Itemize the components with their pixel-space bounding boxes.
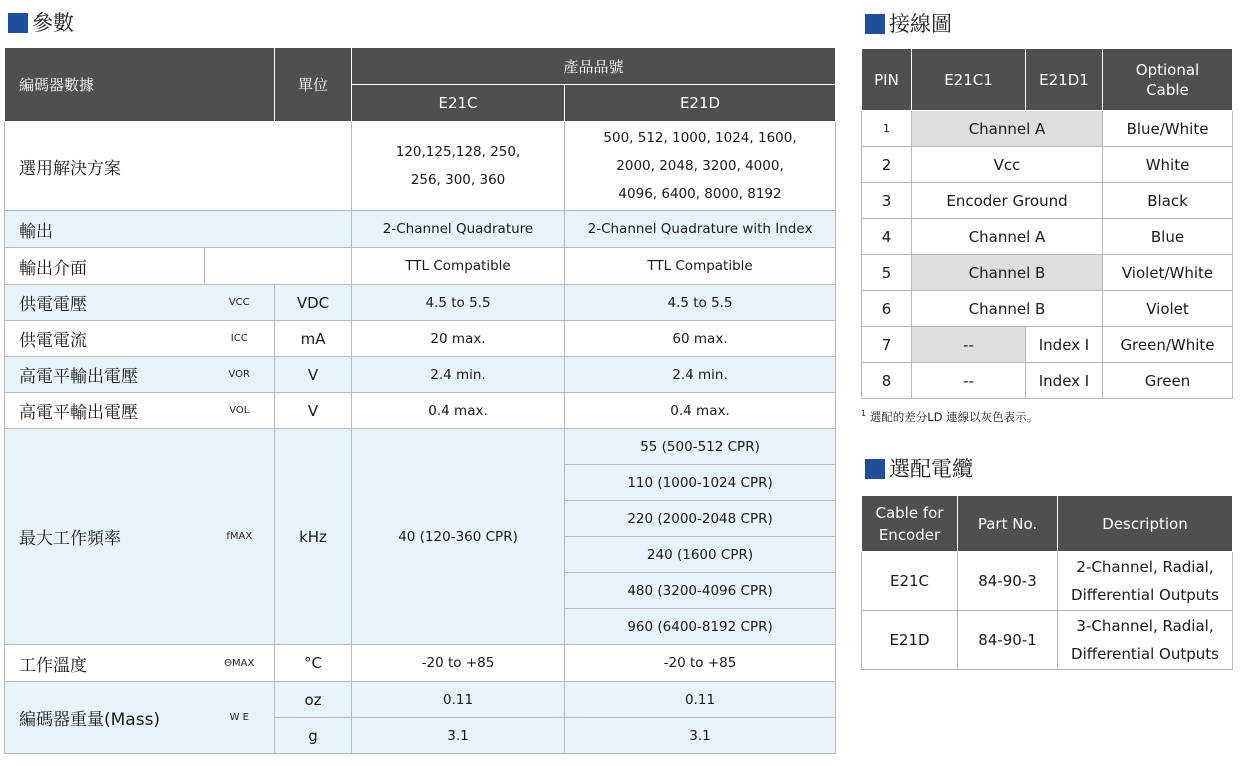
interface-label: 輸出介面 (5, 248, 205, 285)
row-e21c: 4.5 to 5.5 (352, 285, 565, 321)
output-e21c: 2-Channel Quadrature (352, 211, 565, 248)
resolution-e21c (352, 122, 565, 211)
resolution-e21d-line: 2000, 2048, 3200, 4000, (616, 158, 784, 174)
cable-desc (1058, 552, 1233, 611)
interface-e21d: TTL Compatible (565, 248, 836, 285)
mass-unit-g: g (275, 718, 352, 754)
row-symbol: VOR (205, 357, 275, 393)
row-e21c: 2.4 min. (352, 357, 565, 393)
cable-part: 84-90-1 (958, 611, 1058, 670)
pin-number: 4 (862, 219, 912, 255)
resolution-e21d (565, 122, 836, 211)
pin-e21c1: -- (912, 327, 1026, 363)
cable-desc-line: Differential Outputs (1071, 645, 1219, 663)
temp-e21c: -20 to +85 (352, 645, 565, 682)
pin-number: 3 (862, 183, 912, 219)
row-symbol: VOL (205, 393, 275, 429)
cable-desc (1058, 611, 1233, 670)
row-label: 高電平輸出電壓 (5, 357, 205, 393)
mass-symbol: W E (205, 682, 275, 754)
freq-e21d-item: 220 (2000-2048 CPR) (565, 501, 836, 537)
pin-signal: Vcc (912, 147, 1103, 183)
params-title-text: 參數 (32, 11, 74, 35)
pin-signal: Channel B (912, 291, 1103, 327)
mass-e21d-g: 3.1 (565, 718, 836, 754)
e21d1-header: E21D1 (1026, 49, 1103, 111)
section-marker-icon (865, 459, 885, 479)
row-unit: V (275, 393, 352, 429)
section-marker-icon (865, 14, 885, 34)
cable-desc-line: 2-Channel, Radial, (1076, 558, 1214, 576)
pin-header: PIN (862, 49, 912, 111)
cable-desc-line: Differential Outputs (1071, 586, 1219, 604)
row-e21d: 4.5 to 5.5 (565, 285, 836, 321)
wiring-title-text: 接線圖 (889, 12, 952, 36)
temp-label: 工作溫度 (5, 645, 205, 682)
row-unit: V (275, 357, 352, 393)
freq-e21d-item: 960 (6400-8192 CPR) (565, 609, 836, 645)
header-data: 編碼器數據 (5, 48, 275, 122)
pin-color: Green/White (1103, 327, 1233, 363)
spec-table (4, 47, 836, 754)
row-e21d: 2.4 min. (565, 357, 836, 393)
params-section-title (8, 11, 74, 35)
header-product: 產品品號 (352, 48, 836, 85)
row-label: 供電電流 (5, 321, 205, 357)
pin-color: Blue (1103, 219, 1233, 255)
row-unit: mA (275, 321, 352, 357)
footnote-text: 選配的差分LD 連線以灰色表示。 (869, 410, 1039, 424)
pin-signal: Channel B (912, 255, 1103, 291)
pin-number: 5 (862, 255, 912, 291)
pin-number: 6 (862, 291, 912, 327)
cables-title-text: 選配電纜 (889, 457, 973, 481)
mass-unit-oz: oz (275, 682, 352, 718)
freq-e21c: 40 (120-360 CPR) (352, 429, 565, 645)
cable-desc-line: 3-Channel, Radial, (1076, 617, 1214, 635)
header-e21c: E21C (352, 85, 565, 122)
row-e21c: 20 max. (352, 321, 565, 357)
pin-signal: Channel A (912, 219, 1103, 255)
resolution-e21d-line: 500, 512, 1000, 1024, 1600, (603, 130, 797, 146)
pin-e21c1: -- (912, 363, 1026, 399)
row-e21d: 60 max. (565, 321, 836, 357)
pin-color: Violet/White (1103, 255, 1233, 291)
interface-unit-empty (205, 248, 352, 285)
row-e21c: 0.4 max. (352, 393, 565, 429)
part-header: Part No. (958, 496, 1058, 552)
header-e21d: E21D (565, 85, 836, 122)
row-symbol: ICC (205, 321, 275, 357)
row-e21d: 0.4 max. (565, 393, 836, 429)
mass-e21c-g: 3.1 (352, 718, 565, 754)
pin-signal: Encoder Ground (912, 183, 1103, 219)
pin-number: 7 (862, 327, 912, 363)
mass-e21d-oz: 0.11 (565, 682, 836, 718)
pin-color: Green (1103, 363, 1233, 399)
pin-number: 1 (862, 111, 912, 147)
cable-table (861, 495, 1233, 670)
desc-header: Description (1058, 496, 1233, 552)
resolution-e21c-line: 120,125,128, 250, (395, 144, 521, 160)
pin-number: 8 (862, 363, 912, 399)
resolution-e21d-line: 4096, 6400, 8000, 8192 (618, 186, 782, 202)
freq-e21d-item: 480 (3200-4096 CPR) (565, 573, 836, 609)
resolution-label: 選用解決方案 (5, 122, 352, 211)
cable-encoder: E21D (862, 611, 958, 670)
section-marker-icon (8, 13, 28, 33)
output-label: 輸出 (5, 211, 352, 248)
pin-color: Black (1103, 183, 1233, 219)
wiring-section-title (865, 12, 952, 36)
freq-e21d-item: 240 (1600 CPR) (565, 537, 836, 573)
freq-label: 最大工作頻率 (5, 429, 205, 645)
pin-e21d1: Index I (1026, 363, 1103, 399)
pin-color: Violet (1103, 291, 1233, 327)
pin-e21d1: Index I (1026, 327, 1103, 363)
interface-e21c: TTL Compatible (352, 248, 565, 285)
row-label: 供電電壓 (5, 285, 205, 321)
mass-e21c-oz: 0.11 (352, 682, 565, 718)
temp-symbol: ΘMAX (205, 645, 275, 682)
row-symbol: VCC (205, 285, 275, 321)
freq-symbol: fMAX (205, 429, 275, 645)
cable-header: Optional Cable (1103, 49, 1233, 111)
resolution-e21c-line: 256, 300, 360 (410, 172, 506, 188)
freq-e21d-item: 55 (500-512 CPR) (565, 429, 836, 465)
footnote-marker: 1 (861, 409, 867, 419)
row-unit: VDC (275, 285, 352, 321)
wiring-footnote (861, 409, 1038, 425)
temp-e21d: -20 to +85 (565, 645, 836, 682)
cable-encoder: E21C (862, 552, 958, 611)
cable-part: 84-90-3 (958, 552, 1058, 611)
header-unit: 單位 (275, 48, 352, 122)
output-e21d: 2-Channel Quadrature with Index (565, 211, 836, 248)
pin-signal: Channel A (912, 111, 1103, 147)
freq-e21d-item: 110 (1000-1024 CPR) (565, 465, 836, 501)
freq-unit: kHz (275, 429, 352, 645)
pin-color: Blue/White (1103, 111, 1233, 147)
cables-section-title (865, 457, 973, 481)
temp-unit: °C (275, 645, 352, 682)
cable-for-header: Cable for Encoder (862, 496, 958, 552)
pin-table (861, 48, 1233, 399)
row-label: 高電平輸出電壓 (5, 393, 205, 429)
pin-color: White (1103, 147, 1233, 183)
mass-label: 編碼器重量(Mass) (5, 682, 205, 754)
pin-number: 2 (862, 147, 912, 183)
e21c1-header: E21C1 (912, 49, 1026, 111)
